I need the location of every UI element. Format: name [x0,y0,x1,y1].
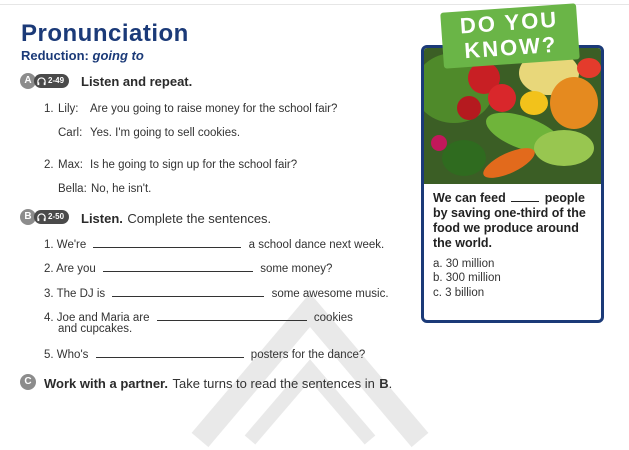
dialogue-1-line-1: Are you going to raise money for the school fair? [90,103,338,115]
dialogue-1-line-2: Yes. I'm going to sell cookies. [90,127,241,139]
vegetables-photo [424,48,601,184]
item-before: Who's [56,349,89,361]
audio-track-2-49[interactable] [34,74,69,88]
page-title: Pronunciation [21,20,189,47]
exercise-item-2 [44,261,332,275]
section-c-reference: B [379,376,389,391]
answer-blank-5[interactable] [96,347,244,358]
item-before: Joe and Maria are [56,312,150,324]
section-b-badge: B [20,209,36,225]
item-after: a school dance next week. [248,239,385,251]
did-you-know-question [433,191,599,251]
exercise-item-4-continuation: and cupcakes. [58,323,133,335]
item-before: We're [56,239,87,251]
item-number: 4. [44,312,54,324]
answer-option-a: a. 30 million [433,258,495,270]
audio-track-label: 2-50 [48,212,65,221]
subtitle-term: going to [92,48,144,63]
section-c-title: Work with a partner. [44,376,169,391]
question-part-1: We can feed [433,191,506,205]
top-divider [0,4,629,5]
dialogue-2-speaker-2: Bella: [58,183,87,195]
vegetables-image [424,48,601,184]
subtitle-prefix: Reduction: [21,48,89,63]
item-after: posters for the dance? [250,349,366,361]
section-c-period: . [388,376,393,391]
section-b-heading [81,210,271,228]
exercise-item-1 [44,237,384,251]
headphones-icon [37,77,46,86]
section-b-instruction: Complete the sentences. [127,211,272,226]
dialogue-2-speaker-1: Max: [58,159,83,171]
dialogue-1-number: 1. [44,103,54,115]
item-number: 5. [44,349,54,361]
item-number: 3. [44,288,54,300]
answer-blank-4[interactable] [157,310,307,321]
dialogue-2-number: 2. [44,159,54,171]
dialogue-2-line-2: No, he isn't. [91,183,152,195]
heading-line-1: DO YOU [459,6,559,39]
answer-blank-3[interactable] [112,286,264,297]
dialogue-1-speaker-1: Lily: [58,103,79,115]
exercise-item-4 [44,310,353,324]
exercise-item-5 [44,347,365,361]
section-a-badge: A [20,73,36,89]
item-number: 1. [44,239,54,251]
dialogue-2-line-1: Is he going to sign up for the school fair? [90,159,298,171]
section-b-title: Listen. [81,211,123,226]
answer-blank-1[interactable] [93,237,241,248]
audio-track-2-50[interactable] [34,210,69,224]
item-before: The DJ is [56,288,106,300]
page-subtitle [21,48,144,63]
section-c-instruction: Take turns to read the sentences in [172,376,375,391]
answer-option-b: b. 300 million [433,272,501,284]
section-a-title: Listen and repeat. [81,74,193,89]
item-after: some money? [260,263,333,275]
question-part-2: people by saving one-third of the food we produce around the world. [433,191,586,250]
section-c-heading [44,375,392,393]
headphones-icon [37,213,46,222]
audio-track-label: 2-49 [48,76,65,85]
item-after: some awesome music. [271,288,389,300]
item-number: 2. [44,263,54,275]
answer-blank-2[interactable] [103,261,253,272]
exercise-item-3 [44,286,389,300]
did-you-know-heading [440,3,580,68]
dialogue-1-speaker-2: Carl: [58,127,83,139]
item-before: Are you [56,263,96,275]
answer-option-c: c. 3 billion [433,287,485,299]
section-c-badge: C [20,374,36,390]
heading-line-2: KNOW? [463,31,559,64]
item-after: cookies [313,312,353,324]
question-blank [511,191,539,202]
